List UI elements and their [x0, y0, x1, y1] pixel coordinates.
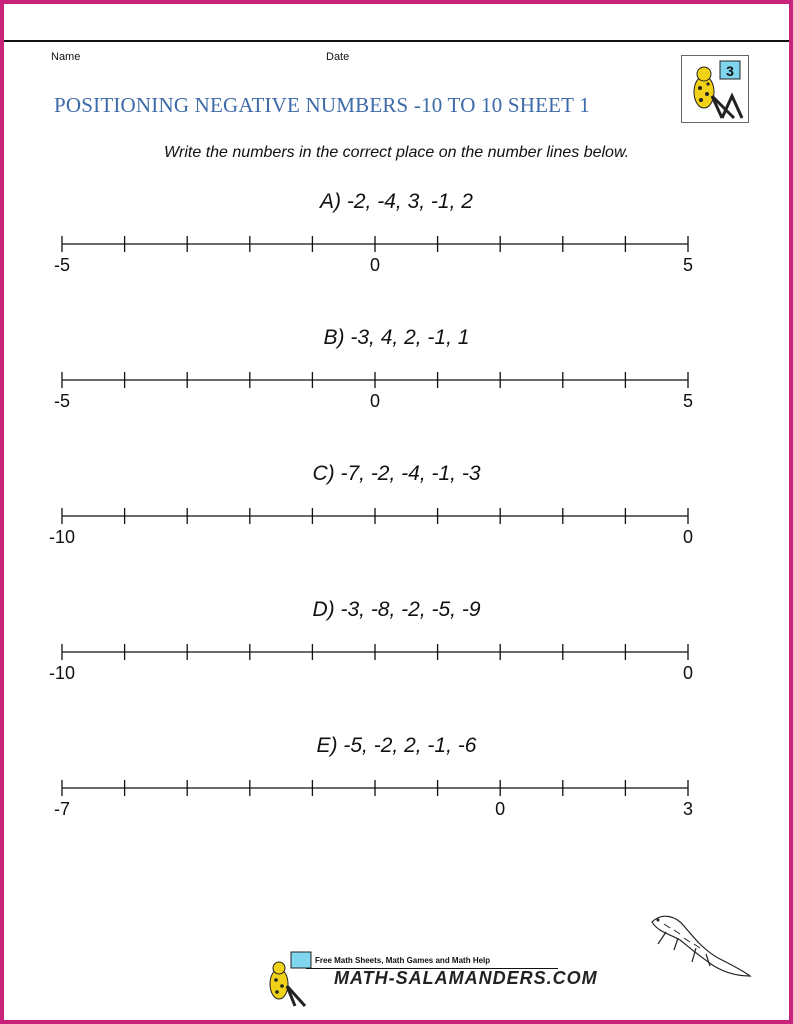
problem-label: C) -7, -2, -4, -1, -3 [312, 462, 481, 485]
problem-label: E) -5, -2, 2, -1, -6 [316, 734, 477, 757]
number-line-problem [4, 326, 789, 446]
salamander-icon [644, 910, 754, 982]
tick-label: 0 [495, 799, 506, 819]
problem-label: D) -3, -8, -2, -5, -9 [312, 598, 481, 621]
tick-label: -10 [48, 663, 76, 683]
tick-label: 5 [682, 391, 694, 411]
salamander-drawing [644, 910, 754, 982]
tick-label: 0 [682, 527, 694, 547]
tick-label: 3 [682, 799, 694, 819]
tick-label: 0 [369, 255, 381, 275]
number-line [48, 508, 694, 547]
number-line-graphic [62, 372, 688, 388]
number-line-graphic [62, 780, 688, 796]
footer-salamander-icon [259, 950, 317, 1008]
tick-label: -5 [53, 391, 71, 411]
salamander-logo-icon [682, 56, 748, 122]
number-line [53, 780, 694, 819]
header-rule [4, 40, 789, 42]
number-line-graphic [62, 236, 688, 252]
footer-logo [259, 950, 317, 1008]
number-line [48, 644, 694, 683]
number-line [53, 236, 694, 275]
number-line-graphic [62, 644, 688, 660]
tick-label: 0 [682, 663, 694, 683]
footer-tagline: Free Math Sheets, Math Games and Math Help [315, 956, 491, 965]
number-line-problem [4, 462, 789, 582]
number-line-graphic [62, 508, 688, 524]
number-line [53, 372, 694, 411]
worksheet-page [4, 4, 789, 1020]
date-label: Date [326, 51, 350, 63]
tick-label: -7 [53, 799, 71, 819]
instruction-text: Write the numbers in the correct place on the number lines below. [163, 144, 630, 161]
grade-logo [681, 55, 749, 123]
page-title: POSITIONING NEGATIVE NUMBERS -10 TO 10 SHEET 1 [54, 93, 590, 117]
tick-label: 5 [682, 255, 694, 275]
tick-label: -10 [48, 527, 76, 547]
number-line-problem [4, 190, 789, 310]
number-line-problem [4, 734, 789, 854]
tick-label: -5 [53, 255, 71, 275]
tick-label: 0 [369, 391, 381, 411]
footer-brand: MATH-SALAMANDERS.COM [334, 968, 598, 988]
name-label: Name [51, 51, 81, 63]
logo-grade: 3 [726, 63, 734, 79]
problem-label: B) -3, 4, 2, -1, 1 [323, 326, 470, 349]
number-line-problem [4, 598, 789, 718]
problem-label: A) -2, -4, 3, -1, 2 [320, 190, 473, 213]
